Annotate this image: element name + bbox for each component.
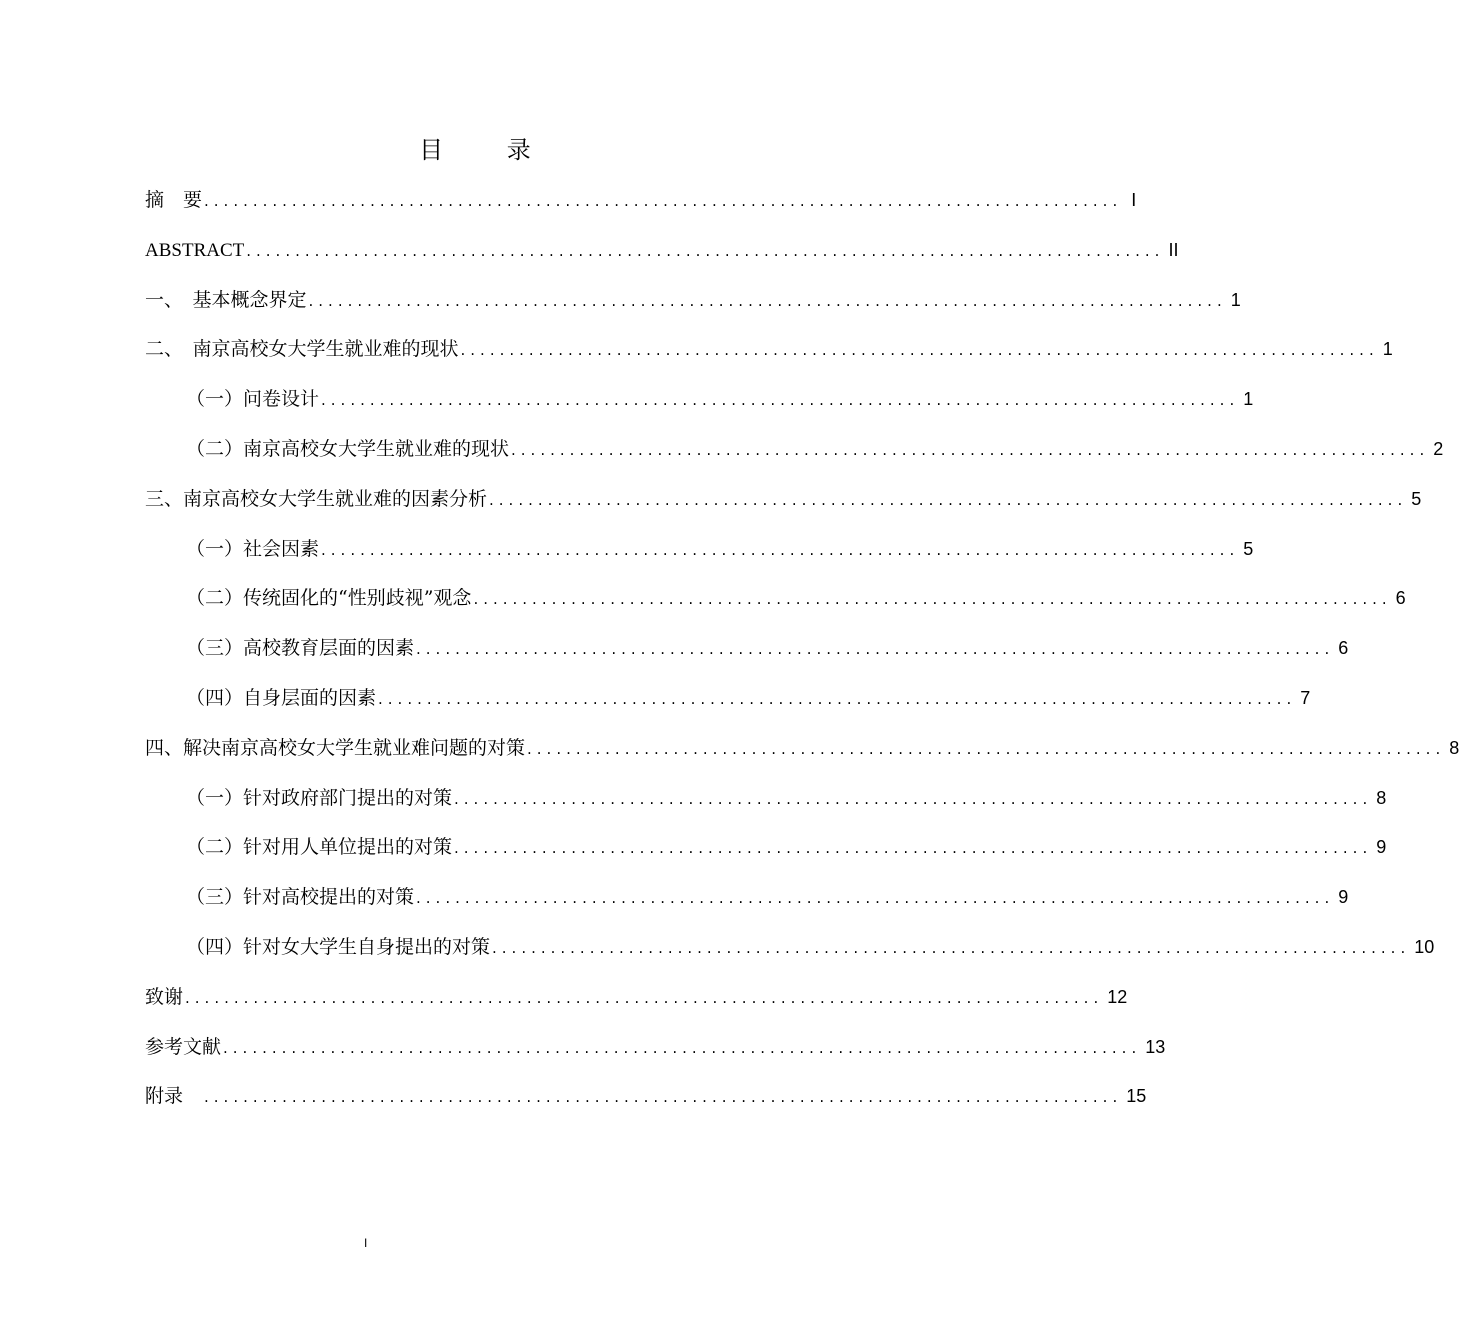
toc-dot-leader: .............................................................................................. <box>204 192 1123 210</box>
toc-entry-label: （四）针对女大学生自身提出的对策 <box>186 935 491 958</box>
toc-entry[interactable] <box>145 730 1459 780</box>
toc-entry[interactable] <box>145 879 1349 929</box>
toc-entry[interactable] <box>145 531 1254 581</box>
toc-entry-page-number: 8 <box>1449 737 1459 758</box>
toc-entry-label: （一）针对政府部门提出的对策 <box>186 786 453 809</box>
toc-dot-leader: .............................................................................................. <box>473 590 1392 609</box>
toc-entry[interactable] <box>145 580 1406 630</box>
toc-entry-label: 附录 <box>145 1085 203 1108</box>
footer-page-number: I <box>364 1236 368 1250</box>
toc-dot-leader: .............................................................................................. <box>308 291 1227 310</box>
toc-dot-leader: .............................................................................................. <box>492 938 1411 957</box>
toc-dot-leader: .............................................................................................. <box>185 988 1104 1007</box>
toc-entry-label: 摘 要 <box>145 189 203 211</box>
toc-entry-page-number: 15 <box>1126 1086 1147 1107</box>
toc-dot-leader: .............................................................................................. <box>321 391 1240 410</box>
toc-entry[interactable] <box>145 979 1128 1029</box>
toc-dot-leader: .............................................................................................. <box>416 640 1335 659</box>
toc-dot-leader: .............................................................................................. <box>489 490 1408 509</box>
toc-entry-label: 致谢 <box>145 985 184 1008</box>
toc-entry-page-number: 1 <box>1243 389 1254 410</box>
toc-entry-page-number: 6 <box>1338 638 1349 659</box>
toc-dot-leader: .............................................................................................. <box>527 739 1446 758</box>
toc-entry-page-number: 9 <box>1376 837 1387 858</box>
toc-entry-label: （一）问卷设计 <box>186 388 320 411</box>
toc-entry-label: （四）自身层面的因素 <box>186 686 377 709</box>
toc-entry[interactable] <box>145 680 1311 730</box>
toc-entry-page-number: 6 <box>1395 588 1406 609</box>
toc-entry[interactable] <box>145 481 1422 531</box>
toc-entry[interactable] <box>145 829 1387 879</box>
toc-dot-leader: .............................................................................................. <box>416 889 1335 908</box>
toc-entry-page-number: 13 <box>1145 1036 1166 1057</box>
toc-dot-leader: .............................................................................................. <box>321 540 1240 559</box>
toc-entry-label: （二）针对用人单位提出的对策 <box>186 836 453 859</box>
toc-entry-page-number: 5 <box>1411 488 1422 509</box>
toc-entry[interactable] <box>145 1078 1147 1128</box>
toc-dot-leader: .............................................................................................. <box>223 1038 1142 1057</box>
toc-entry-label: （三）针对高校提出的对策 <box>186 886 415 909</box>
toc-entry-page-number: 8 <box>1376 787 1387 808</box>
toc-entry-label: ABSTRACT <box>145 239 245 261</box>
toc-entry[interactable] <box>145 780 1387 830</box>
toc-dot-leader: .............................................................................................. <box>246 241 1165 260</box>
toc-entry-page-number: 1 <box>1230 289 1241 310</box>
toc-entry[interactable] <box>145 182 1137 232</box>
toc-dot-leader: .............................................................................................. <box>454 789 1373 808</box>
toc-entry[interactable] <box>145 1029 1166 1079</box>
toc-entry-label: 一、 基本概念界定 <box>145 288 307 311</box>
toc-entry-page-number: 12 <box>1107 986 1128 1007</box>
toc-entry-page-number: 9 <box>1338 887 1349 908</box>
toc-dot-leader: .............................................................................................. <box>511 440 1430 459</box>
toc-entry-label: （一）社会因素 <box>186 537 320 560</box>
toc-entry-page-number: 2 <box>1433 438 1444 459</box>
table-of-contents <box>145 182 1459 1128</box>
page-title: 目 录 <box>419 136 559 164</box>
toc-dot-leader: .............................................................................................. <box>378 689 1297 708</box>
toc-entry-label: 三、南京高校女大学生就业难的因素分析 <box>145 487 488 510</box>
toc-entry[interactable] <box>145 232 1179 282</box>
toc-entry-label: （三）高校教育层面的因素 <box>186 637 415 660</box>
toc-entry-label: 四、解决南京高校女大学生就业难问题的对策 <box>145 736 526 759</box>
toc-entry[interactable] <box>145 431 1444 481</box>
toc-dot-leader: .............................................................................................. <box>454 839 1373 858</box>
toc-entry-page-number: II <box>1168 239 1179 260</box>
toc-entry-page-number: 10 <box>1414 936 1435 957</box>
toc-entry[interactable] <box>145 331 1393 381</box>
toc-entry-label: 二、 南京高校女大学生就业难的现状 <box>145 338 459 361</box>
toc-entry-page-number: I <box>1131 190 1137 210</box>
toc-entry[interactable] <box>145 929 1435 979</box>
toc-entry-page-number: 1 <box>1382 339 1393 360</box>
toc-entry-page-number: 7 <box>1300 687 1311 708</box>
toc-entry[interactable] <box>145 381 1254 431</box>
toc-dot-leader: .............................................................................................. <box>460 341 1379 360</box>
toc-dot-leader: .............................................................................................. <box>204 1088 1123 1107</box>
toc-entry-page-number: 5 <box>1243 538 1254 559</box>
toc-entry[interactable] <box>145 282 1241 332</box>
toc-entry-label: 参考文献 <box>145 1035 222 1058</box>
toc-entry[interactable] <box>145 630 1349 680</box>
toc-entry-label: （二）传统固化的“性别歧视”观念 <box>186 587 472 610</box>
toc-entry-label: （二）南京高校女大学生就业难的现状 <box>186 437 510 460</box>
